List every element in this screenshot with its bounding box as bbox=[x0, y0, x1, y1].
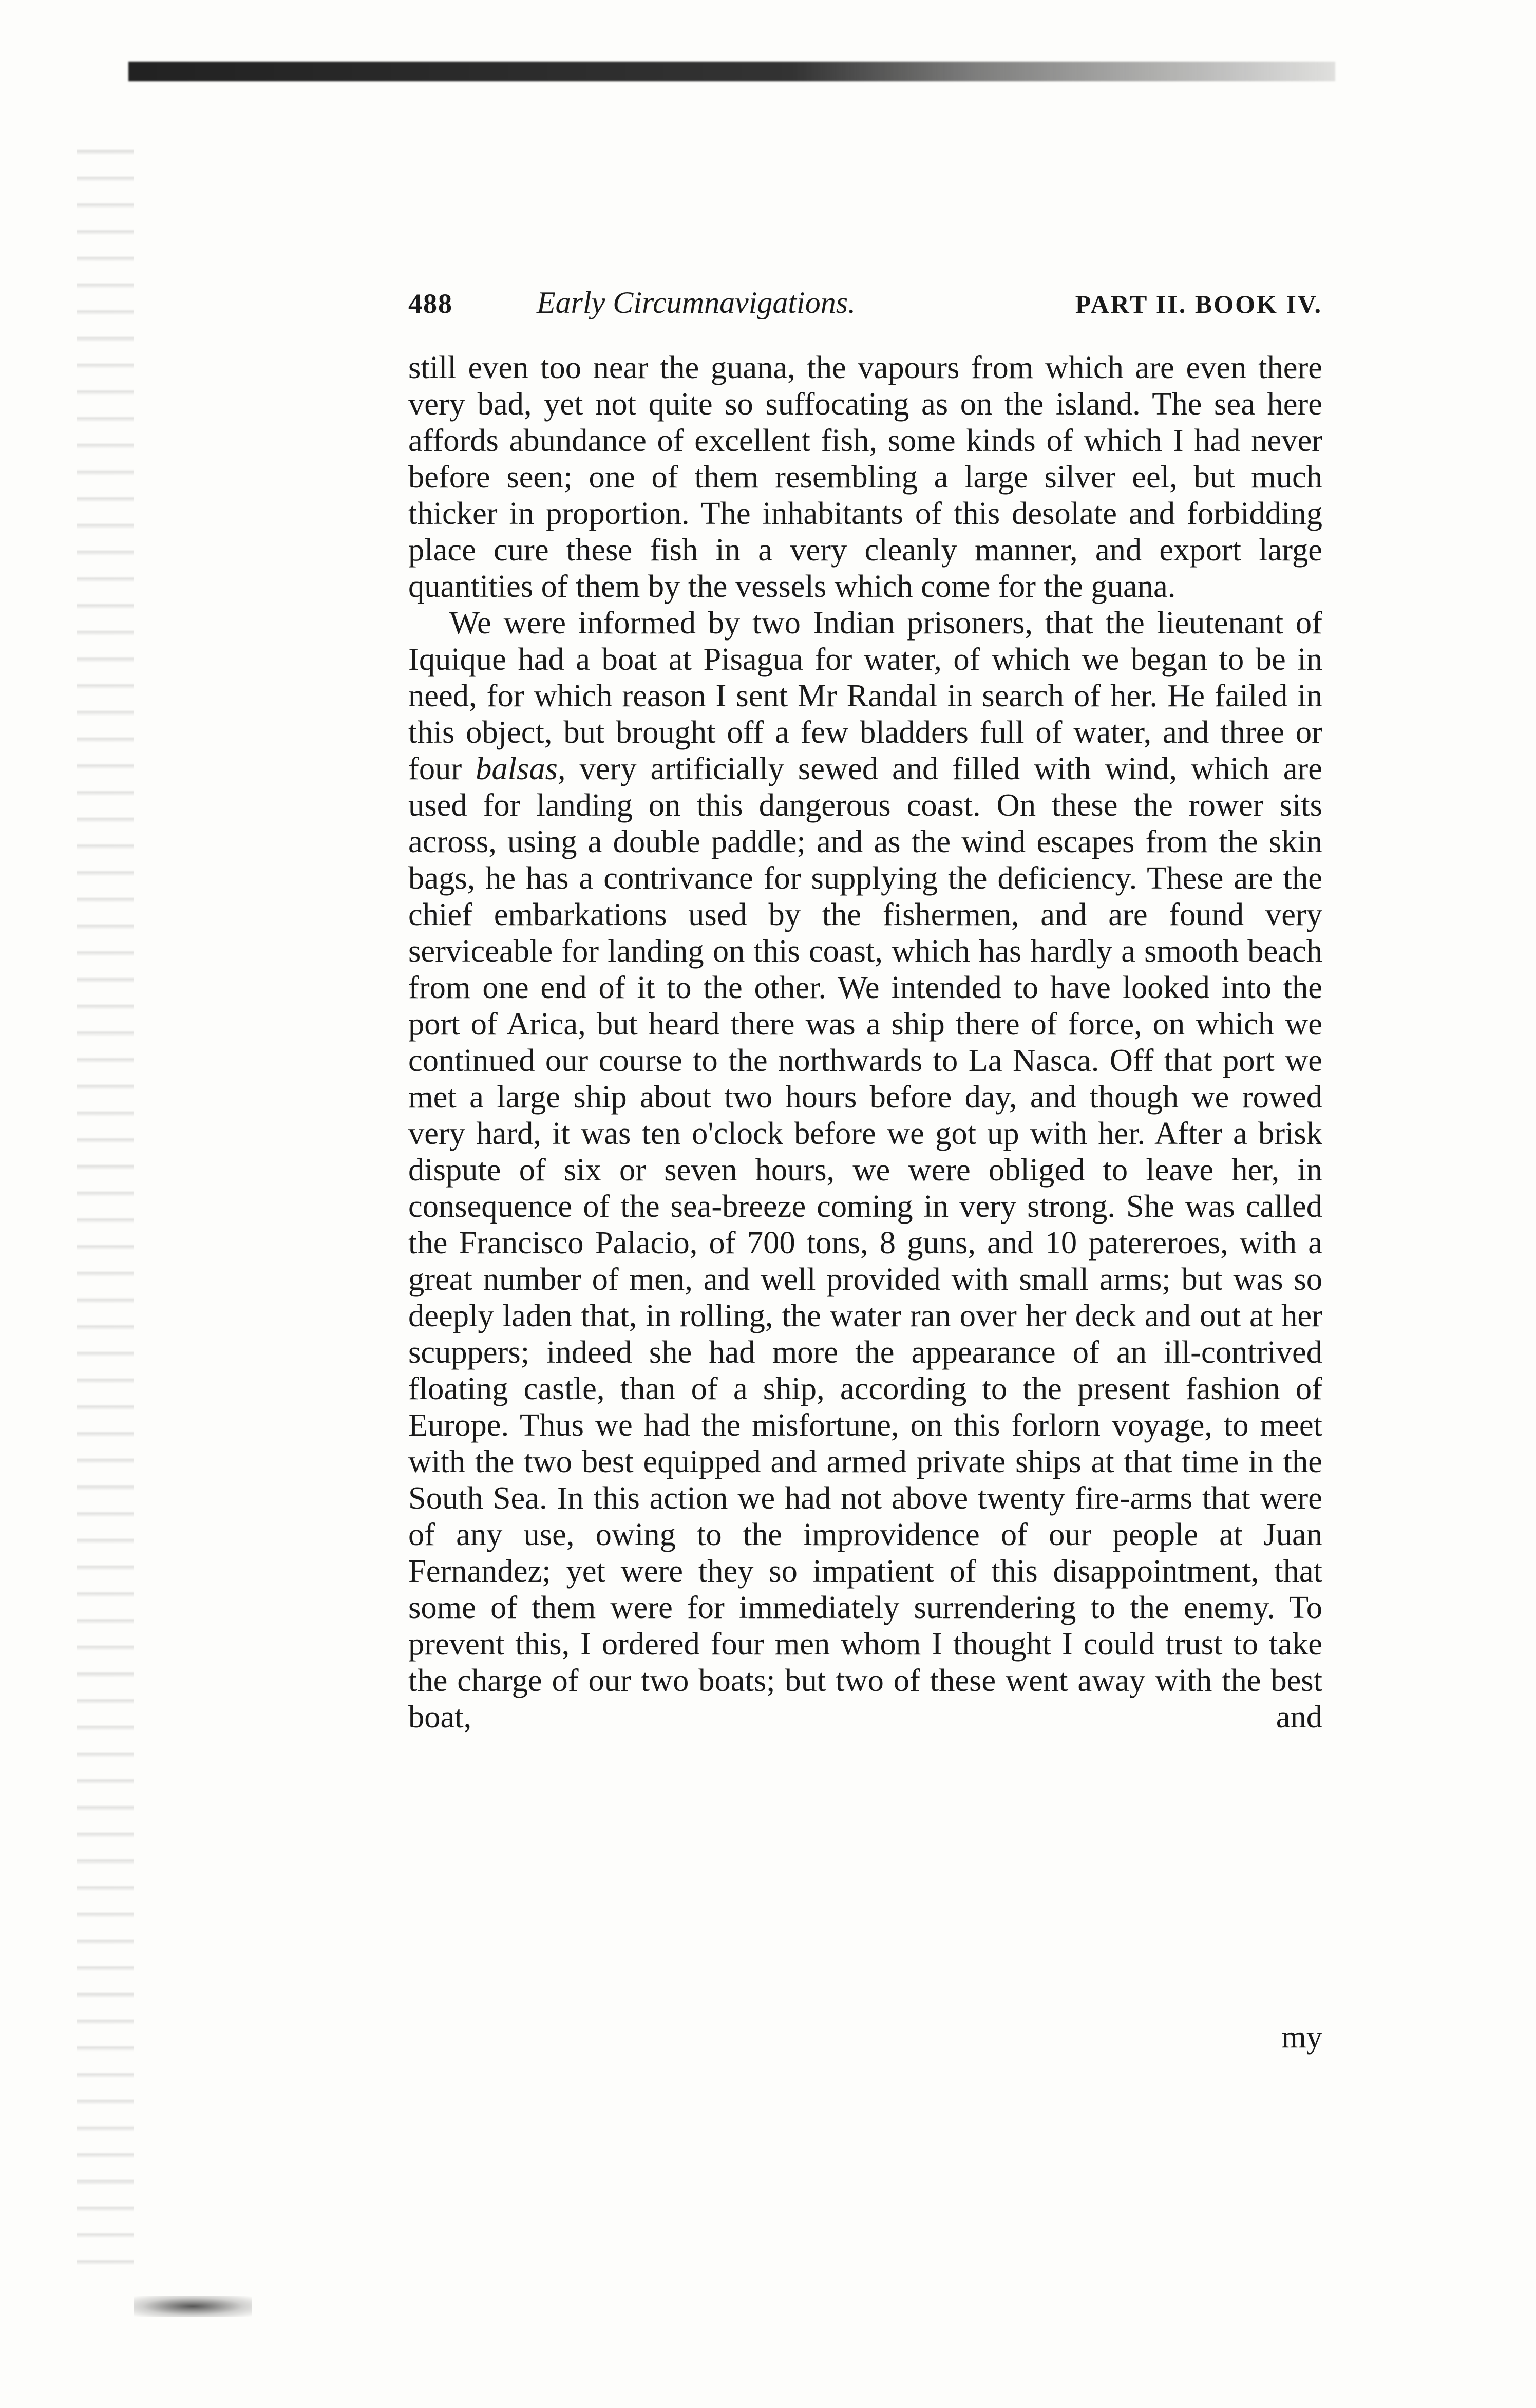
scan-edge-shadow bbox=[128, 62, 1335, 81]
paragraph-2-text-a: We were informed by two Indian prisoners, that the lieutenant of Iquique had a boat at Pisagua for water, of which we began to be in need, for which reason I sent Mr Randal in search of her. He failed in this object, but brought off a few bladders full of water, and three or four bbox=[408, 605, 1322, 786]
running-section: PART II. BOOK IV. bbox=[1075, 290, 1322, 318]
scan-smudge bbox=[134, 2296, 252, 2317]
paragraph-2-italic-term: balsas, bbox=[476, 750, 566, 786]
scan-gutter-noise bbox=[77, 128, 134, 2286]
page-number: 488 bbox=[408, 288, 453, 319]
catchword: my bbox=[1281, 2019, 1322, 2055]
paragraph-2-text-b: very artificially sewed and filled with wind, which are used for landing on this dangerous coast. On these the rower sits across, using a double paddle; and as the wind escapes from the skin bags, he has a contrivance for supplying the deficiency. These are the chief embarkations used by the fishermen, and are found very serviceable for landing on this coast, which has hardly a smooth beach from one end of it to the other. We intended to have looked into the port of Arica, but heard there was a ship there of force, on which we continued our course to the northwards to La Nasca. Off that port we met a large ship about two hours before day, and though we rowed very hard, it was ten o'clock before we got up with her. After a brisk dispute of six or seven hours, we were obliged to leave her, in consequence of the sea-breeze coming in very strong. She was called the Francisco Palacio, of 700 tons, 8 guns, and 10 patereroes, with a great number of men, and well provided with small arms; but was so deeply laden that, in rolling, the water ran over her deck and out at her scuppers; indeed she had more the appearance of an ill-contrived floating castle, than of a ship, according to the present fashion of Europe. Thus we had the misfortune, on this forlorn voyage, to meet with the two best equipped and armed private ships at that time in the South Sea. In this action we had not above twenty fire-arms that were of any use, owing to the improvidence of our people at Juan Fernandez; yet were they so impatient of this disappointment, that some of them were for immediately surrendering to the enemy. To prevent this, I ordered four men whom I thought I could trust to take the charge of our two boats; but two of these went away with the best boat, and bbox=[408, 750, 1322, 1735]
running-header bbox=[408, 285, 1322, 331]
paragraph-1: still even too near the guana, the vapours from which are even there very bad, yet not quite so suffocating as on the island. The sea here affords abundance of excellent fish, some kinds of which I had never before seen; one of them resembling a large silver eel, but much thicker in proportion. The inhabitants of this desolate and forbidding place cure these fish in a very cleanly manner, and export large quantities of them by the vessels which come for the guana. bbox=[408, 349, 1322, 604]
running-title: Early Circumnavigations. bbox=[537, 286, 856, 319]
paragraph-2 bbox=[408, 605, 1322, 1735]
body-text bbox=[408, 349, 1322, 1735]
